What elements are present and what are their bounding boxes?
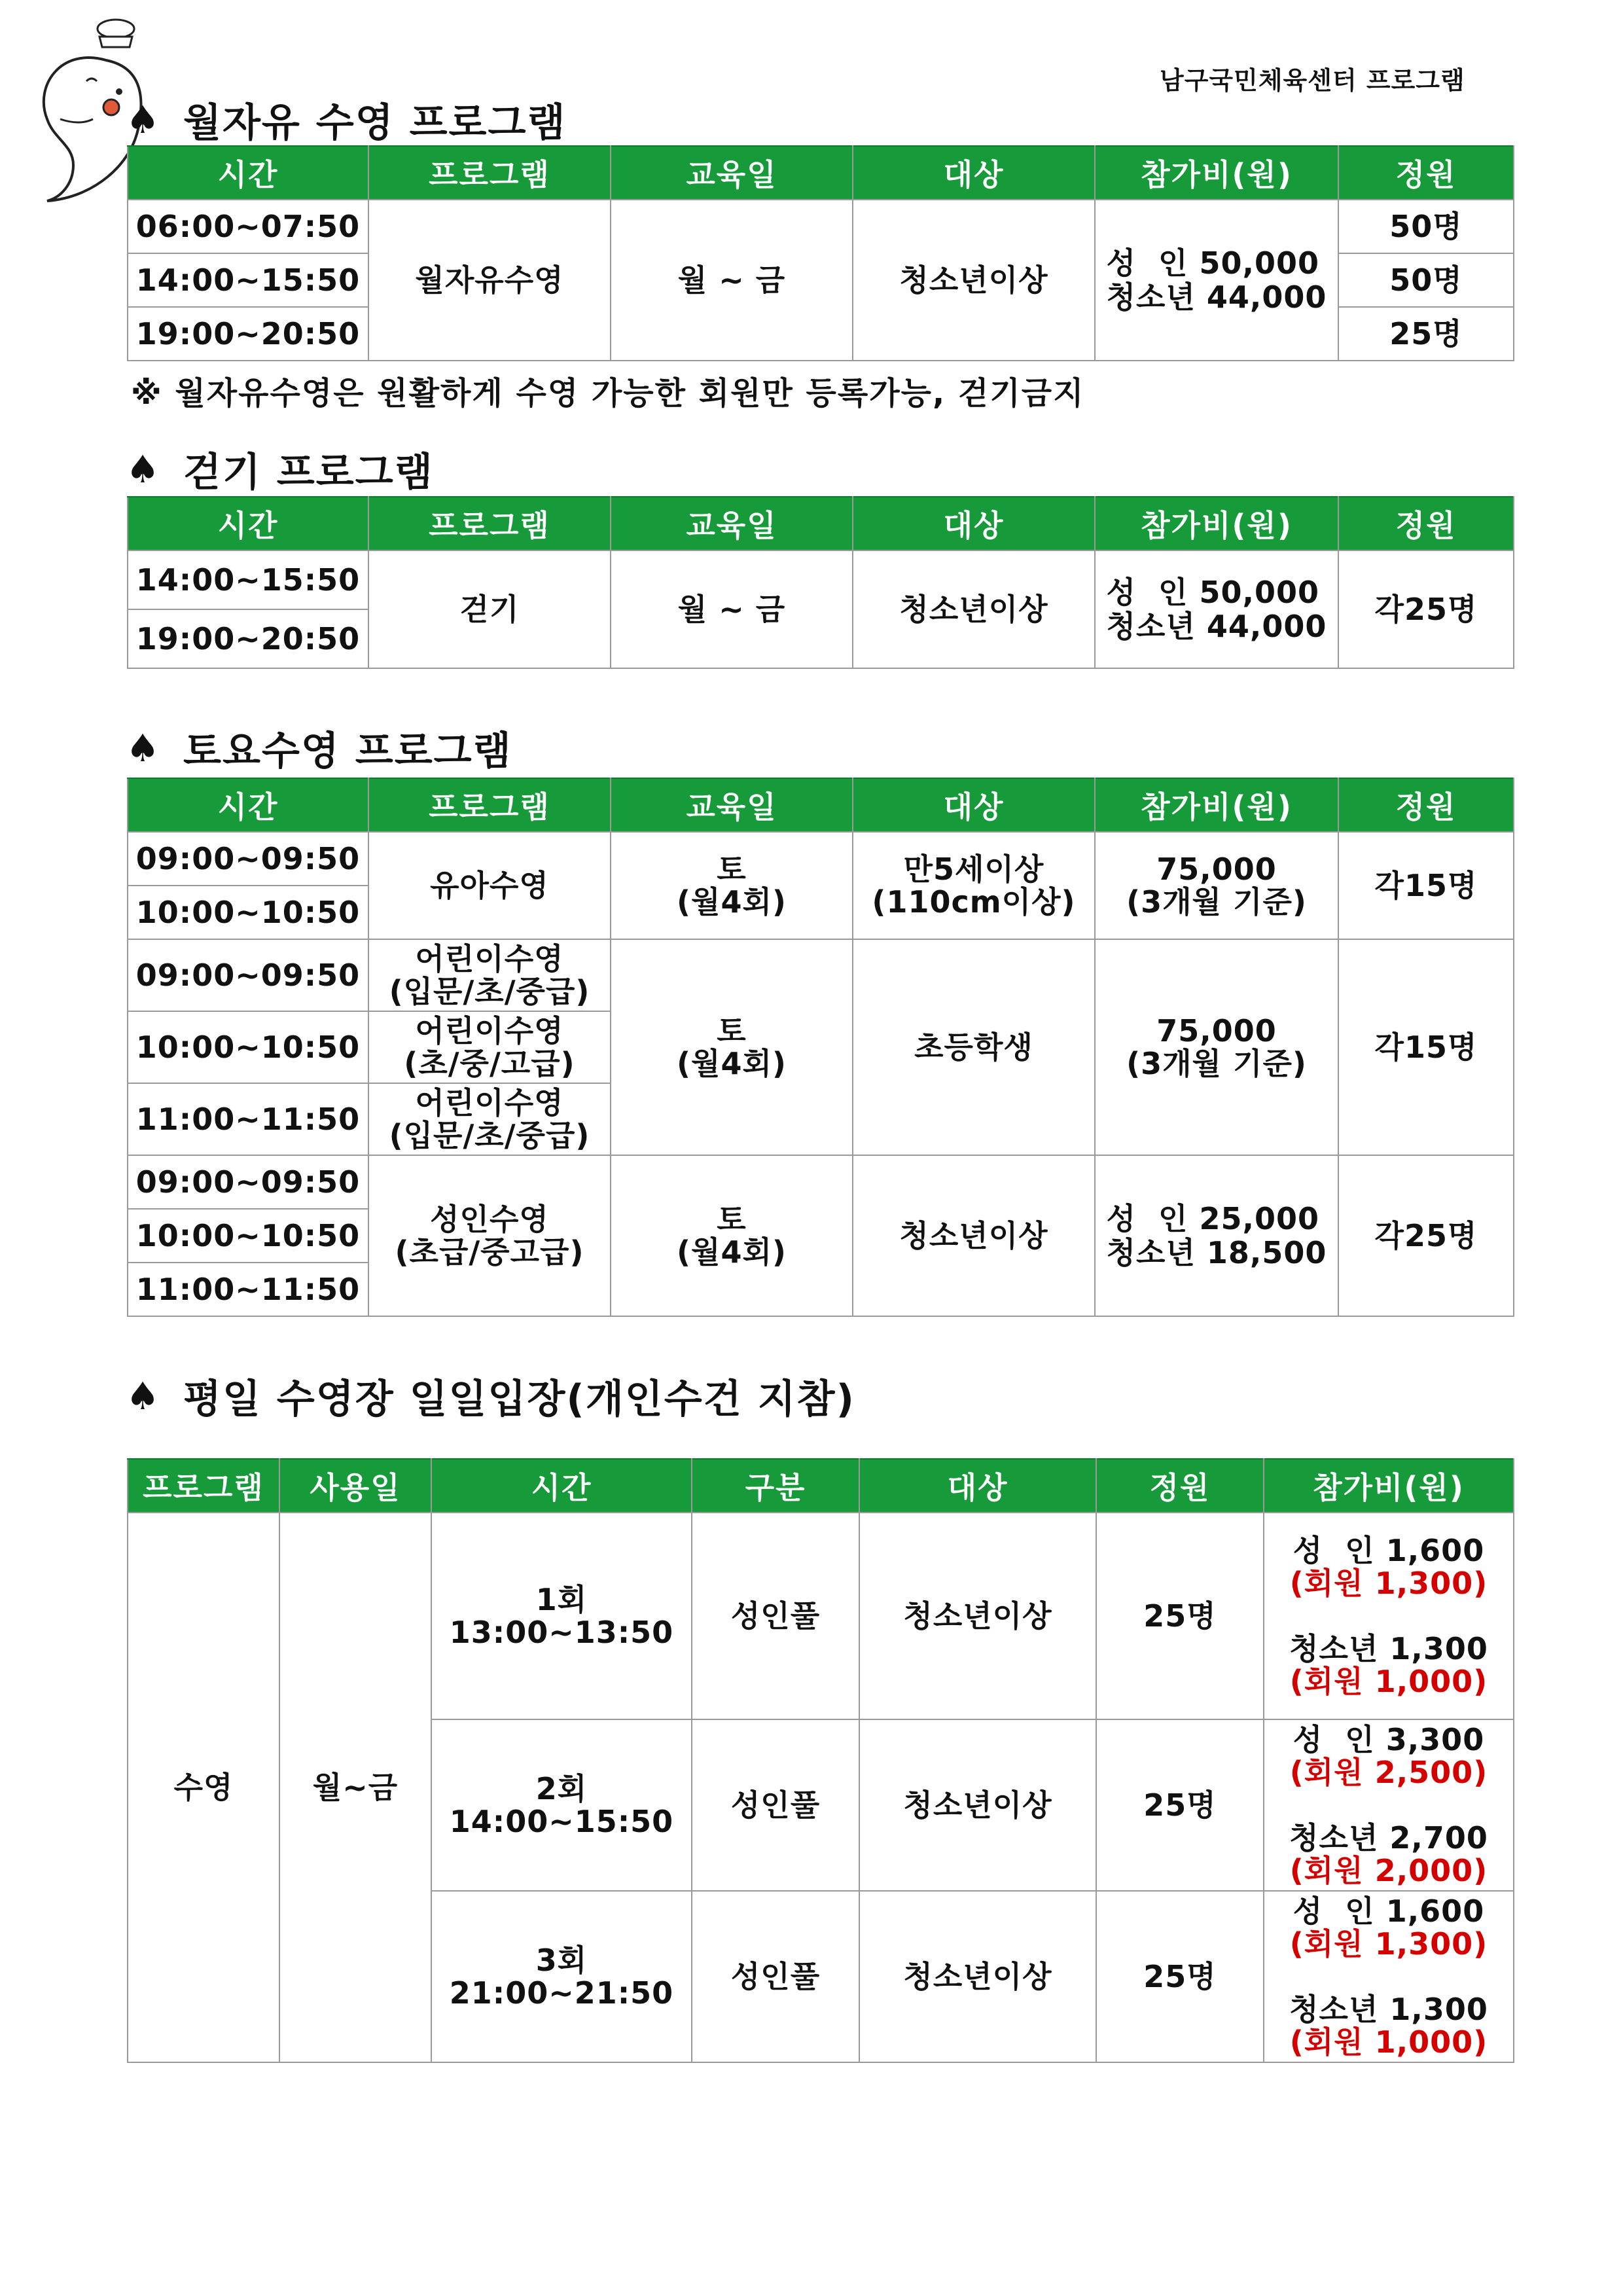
- program-cell: 유아수영: [368, 832, 611, 939]
- col-header: 시간: [128, 146, 368, 200]
- col-header: 정원: [1338, 146, 1514, 200]
- fee-cell: [1095, 200, 1338, 361]
- fee-cell: [1095, 550, 1338, 668]
- table-header-row: [128, 778, 1514, 832]
- time-cell: 3회 21:00~21:50: [431, 1891, 692, 2062]
- time-cell: 09:00~09:50: [128, 939, 368, 1011]
- youth-fee: 청소년 1,300: [1289, 1631, 1488, 1666]
- capacity-cell: 각25명: [1338, 1155, 1514, 1316]
- program-cell: 어린이수영 (입문/초/중급): [368, 939, 611, 1011]
- fee-text: 성 인 50,000 청소년 44,000: [1106, 245, 1327, 315]
- fee-cell: 75,000 (3개월 기준): [1095, 939, 1338, 1155]
- col-header: 프로그램: [128, 1459, 279, 1513]
- section-title-text: 토요수영 프로그램: [183, 728, 512, 774]
- table-header-row: [128, 146, 1514, 200]
- capacity-cell: 25명: [1096, 1891, 1264, 2062]
- time-cell: 10:00~10:50: [128, 1209, 368, 1263]
- note-text: ※ 월자유수영은 원활하게 수영 가능한 회원만 등록가능, 걷기금지: [131, 375, 1085, 412]
- col-header: 대상: [853, 778, 1095, 832]
- fee-cell: [1264, 1719, 1514, 1891]
- target-cell: 청소년이상: [859, 1891, 1096, 2062]
- col-header: 참가비(원): [1264, 1459, 1514, 1513]
- table-walking: [127, 496, 1514, 669]
- col-header: 대상: [853, 497, 1095, 550]
- fee-text: 성 인 25,000 청소년 18,500: [1106, 1201, 1327, 1270]
- col-header: 교육일: [611, 146, 853, 200]
- days-cell: 월~금: [279, 1513, 431, 2062]
- target-cell: 청소년이상: [853, 200, 1095, 361]
- target-cell: 초등학생: [853, 939, 1095, 1155]
- youth-member-fee: (회원 1,000): [1289, 1664, 1488, 1699]
- table-header-row: [128, 497, 1514, 550]
- type-cell: 성인풀: [692, 1513, 859, 1719]
- program-cell: 성인수영 (초급/중고급): [368, 1155, 611, 1316]
- col-header: 구분: [692, 1459, 859, 1513]
- capacity-cell: 50명: [1338, 253, 1514, 307]
- time-cell: 09:00~09:50: [128, 1155, 368, 1209]
- col-header: 교육일: [611, 778, 853, 832]
- time-cell: 1회 13:00~13:50: [431, 1513, 692, 1719]
- section-title-saturday-swim: [126, 720, 512, 776]
- program-cell: 어린이수영 (초/중/고급): [368, 1011, 611, 1083]
- target-cell: 청소년이상: [859, 1719, 1096, 1891]
- table-row: [128, 939, 1514, 1011]
- type-cell: 성인풀: [692, 1719, 859, 1891]
- table-daily-entry: [127, 1458, 1514, 2063]
- col-header: 대상: [859, 1459, 1096, 1513]
- adult-fee: 성 인 1,600: [1293, 1893, 1485, 1929]
- col-header: 대상: [853, 146, 1095, 200]
- adult-member-fee: (회원 1,300): [1289, 1566, 1488, 1601]
- table-header-row: [128, 1459, 1514, 1513]
- col-header: 정원: [1338, 778, 1514, 832]
- time-cell: 10:00~10:50: [128, 1011, 368, 1083]
- table-row: [128, 550, 1514, 609]
- days-cell: 토 (월4회): [611, 1155, 853, 1316]
- fee-cell: [1264, 1891, 1514, 2062]
- fee-cell: 75,000 (3개월 기준): [1095, 832, 1338, 939]
- table-row: [128, 200, 1514, 253]
- col-header: 프로그램: [368, 146, 611, 200]
- time-cell: 14:00~15:50: [128, 253, 368, 307]
- col-header: 시간: [128, 778, 368, 832]
- spade-icon: ♠: [126, 98, 161, 142]
- table-row: [128, 832, 1514, 886]
- adult-fee: 성 인 3,300: [1293, 1722, 1485, 1757]
- youth-fee: 청소년 2,700: [1289, 1820, 1488, 1856]
- spade-icon: ♠: [126, 726, 161, 770]
- days-cell: 월 ~ 금: [611, 200, 853, 361]
- target-cell: 청소년이상: [859, 1513, 1096, 1719]
- program-cell: 어린이수영 (입문/초/중급): [368, 1083, 611, 1155]
- capacity-cell: 25명: [1096, 1513, 1264, 1719]
- time-cell: 10:00~10:50: [128, 886, 368, 939]
- col-header: 참가비(원): [1095, 497, 1338, 550]
- time-cell: 19:00~20:50: [128, 609, 368, 668]
- section-title-text: 월자유 수영 프로그램: [183, 100, 567, 146]
- section-title-daily-entry: [126, 1368, 855, 1424]
- table-row: [128, 1513, 1514, 1719]
- col-header: 정원: [1096, 1459, 1264, 1513]
- col-header: 시간: [431, 1459, 692, 1513]
- youth-member-fee: (회원 1,000): [1289, 2024, 1488, 2060]
- program-cell: 수영: [128, 1513, 279, 2062]
- col-header: 참가비(원): [1095, 778, 1338, 832]
- time-cell: 11:00~11:50: [128, 1263, 368, 1316]
- col-header: 정원: [1338, 497, 1514, 550]
- section-title-text: 평일 수영장 일일입장(개인수건 지참): [183, 1376, 855, 1422]
- capacity-cell: 각25명: [1338, 550, 1514, 668]
- time-cell: 2회 14:00~15:50: [431, 1719, 692, 1891]
- youth-member-fee: (회원 2,000): [1289, 1853, 1488, 1888]
- table-saturday-swim: [127, 778, 1514, 1317]
- fee-cell: [1095, 1155, 1338, 1316]
- fee-text: 성 인 50,000 청소년 44,000: [1106, 575, 1327, 644]
- days-cell: 토 (월4회): [611, 939, 853, 1155]
- capacity-cell: 각15명: [1338, 832, 1514, 939]
- time-cell: 09:00~09:50: [128, 832, 368, 886]
- page-header-org: 남구국민체육센터 프로그램: [1160, 66, 1465, 95]
- adult-member-fee: (회원 1,300): [1289, 1926, 1488, 1962]
- col-header: 교육일: [611, 497, 853, 550]
- table-row: [128, 1155, 1514, 1209]
- target-cell: 청소년이상: [853, 550, 1095, 668]
- spade-icon: ♠: [126, 1374, 161, 1418]
- adult-member-fee: (회원 2,500): [1289, 1755, 1488, 1790]
- section-title-monthly-free-swim: [126, 92, 566, 148]
- youth-fee: 청소년 1,300: [1289, 1992, 1488, 2027]
- days-cell: 토 (월4회): [611, 832, 853, 939]
- capacity-cell: 25명: [1338, 307, 1514, 361]
- program-cell: 걷기: [368, 550, 611, 668]
- target-cell: 만5세이상 (110cm이상): [853, 832, 1095, 939]
- capacity-cell: 25명: [1096, 1719, 1264, 1891]
- program-cell: 월자유수영: [368, 200, 611, 361]
- days-cell: 월 ~ 금: [611, 550, 853, 668]
- time-cell: 06:00~07:50: [128, 200, 368, 253]
- time-cell: 14:00~15:50: [128, 550, 368, 609]
- col-header: 프로그램: [368, 778, 611, 832]
- fee-cell: [1264, 1513, 1514, 1719]
- section-title-text: 걷기 프로그램: [183, 450, 434, 495]
- section-title-walking: [126, 441, 434, 497]
- col-header: 참가비(원): [1095, 146, 1338, 200]
- target-cell: 청소년이상: [853, 1155, 1095, 1316]
- col-header: 프로그램: [368, 497, 611, 550]
- capacity-cell: 각15명: [1338, 939, 1514, 1155]
- adult-fee: 성 인 1,600: [1293, 1533, 1485, 1568]
- capacity-cell: 50명: [1338, 200, 1514, 253]
- time-cell: 19:00~20:50: [128, 307, 368, 361]
- table-monthly-free-swim: [127, 145, 1514, 361]
- spade-icon: ♠: [126, 447, 161, 492]
- col-header: 시간: [128, 497, 368, 550]
- time-cell: 11:00~11:50: [128, 1083, 368, 1155]
- type-cell: 성인풀: [692, 1891, 859, 2062]
- col-header: 사용일: [279, 1459, 431, 1513]
